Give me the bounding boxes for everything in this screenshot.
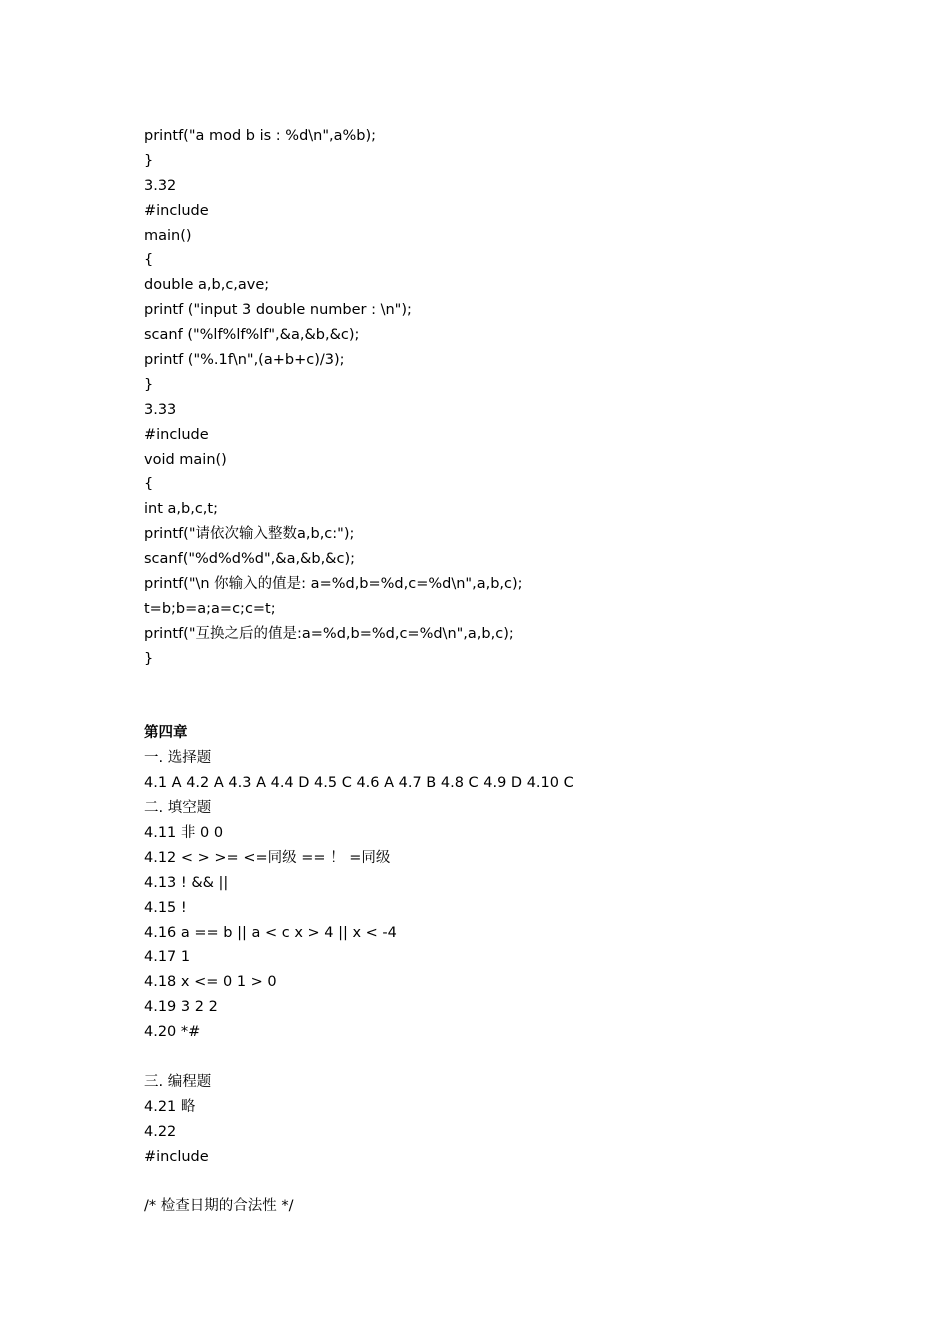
text-line: printf("\n 你输入的值是: a=%d,b=%d,c=%d\n",a,b,c);	[144, 576, 523, 593]
text-line: #include	[144, 202, 209, 219]
text-line: 4.13 ! && ||	[144, 874, 229, 891]
text-line: printf ("%.1f\n",(a+b+c)/3);	[144, 352, 345, 369]
section-heading-fill: 二. 填空题	[144, 800, 212, 817]
text-line: scanf("%d%d%d",&a,&b,&c);	[144, 551, 356, 568]
text-line: 4.18 x <= 0 1 > 0	[144, 974, 277, 991]
text-line: #include	[144, 1148, 209, 1165]
spacer	[144, 1045, 844, 1070]
text-line: 4.1 A 4.2 A 4.3 A 4.4 D 4.5 C 4.6 A 4.7 B 4.8 C 4.9 D 4.10 C	[144, 775, 574, 792]
text-line: double a,b,c,ave;	[144, 277, 270, 294]
text-line: t=b;b=a;a=c;c=t;	[144, 600, 276, 617]
text-line: void main()	[144, 451, 227, 468]
text-line: 3.33	[144, 401, 177, 418]
text-line: printf ("input 3 double number : \n");	[144, 302, 412, 319]
text-line: 3.32	[144, 177, 177, 194]
spacer	[144, 696, 844, 721]
section-heading-choice: 一. 选择题	[144, 750, 212, 767]
text-line: 4.22	[144, 1123, 177, 1140]
text-line: }	[144, 650, 154, 667]
text-line: 4.19 3 2 2	[144, 999, 218, 1016]
spacer	[144, 672, 844, 697]
spacer	[144, 1169, 844, 1194]
section-heading-programming: 三. 编程题	[144, 1073, 212, 1090]
document-page	[144, 124, 844, 1219]
text-line: main()	[144, 227, 192, 244]
text-line: }	[144, 376, 154, 393]
text-line: {	[144, 476, 154, 493]
text-line: 4.20 *#	[144, 1024, 201, 1041]
text-line: scanf ("%lf%lf%lf",&a,&b,&c);	[144, 327, 360, 344]
programming-block	[144, 1070, 844, 1170]
text-line: #include	[144, 426, 209, 443]
answers-block	[144, 746, 844, 1045]
text-line: 4.12 < > >= <=同级 == ！ =同级	[144, 849, 391, 866]
text-line: 4.21 略	[144, 1098, 196, 1115]
code-comment-line: /* 检查日期的合法性 */	[144, 1198, 294, 1215]
text-line: 4.15 !	[144, 899, 187, 916]
text-line: }	[144, 152, 154, 169]
text-line: printf("请依次输入整数a,b,c:");	[144, 526, 355, 543]
code-block-3-31-to-3-33	[144, 124, 844, 672]
text-line: int a,b,c,t;	[144, 501, 218, 518]
text-line: printf("a mod b is : %d\n",a%b);	[144, 128, 377, 144]
chapter-heading: 第四章	[144, 725, 188, 742]
text-line: printf("互换之后的值是:a=%d,b=%d,c=%d\n",a,b,c);	[144, 625, 514, 642]
text-line: 4.11 非 0 0	[144, 824, 224, 841]
text-line: 4.17 1	[144, 949, 191, 966]
text-line: {	[144, 252, 154, 269]
text-line: 4.16 a == b || a < c x > 4 || x < -4	[144, 924, 397, 941]
